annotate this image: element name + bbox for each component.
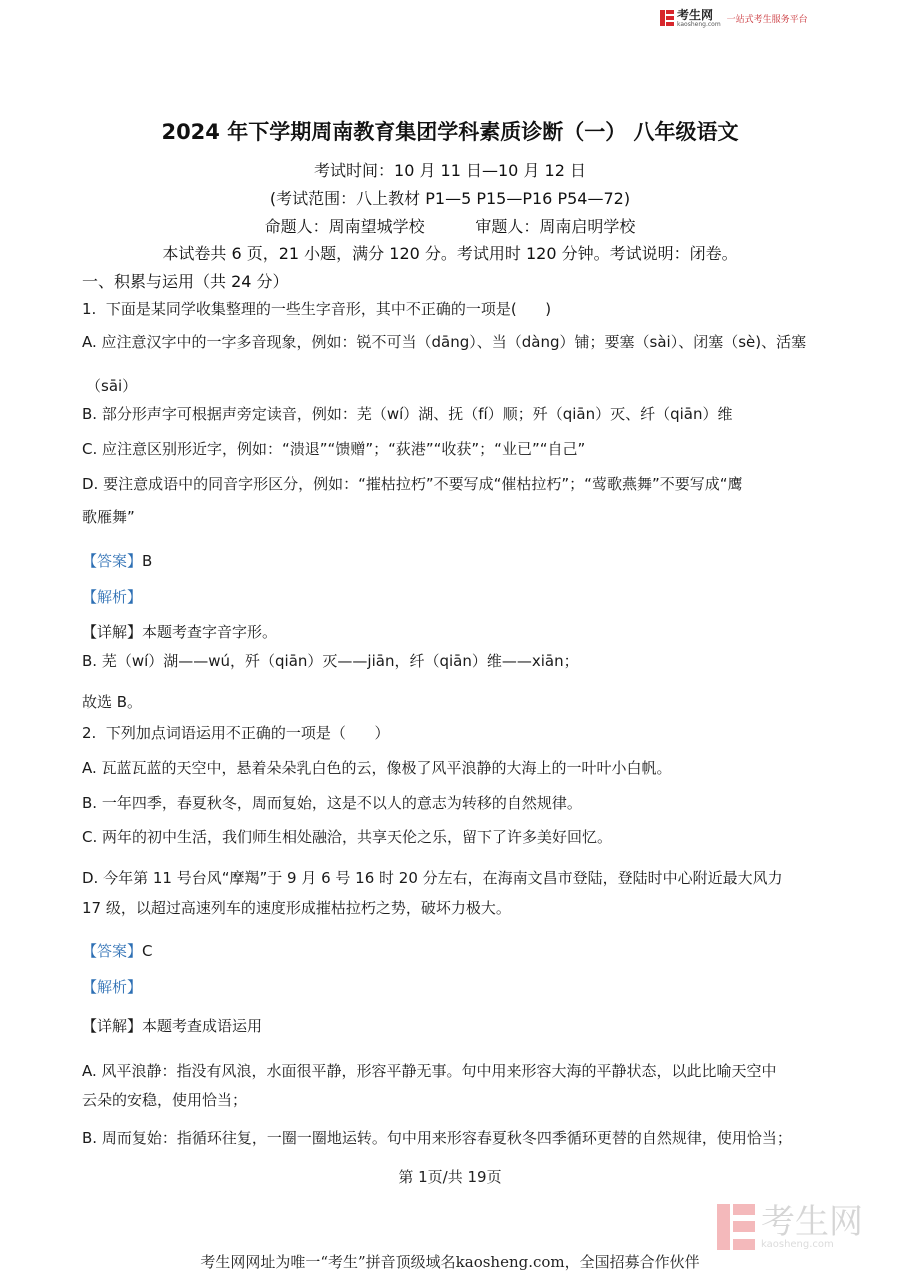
q2-option-c: C. 两年的初中生活，我们师生相处融洽，共享天伦之乐，留下了许多美好回忆。 [82,828,613,846]
q2-option-b: B. 一年四季，春夏秋冬，周而复始，这是不以人的意志为转移的自然规律。 [82,794,582,812]
answer-label: 【答案】 [82,942,143,960]
q2-option-d: D. 今年第 11 号台风“摩羯”于 9 月 6 号 16 时 20 分左右，在海南文昌市登陆，登陆时中心附近最大风力 [82,869,783,887]
q1-option-d: D. 要注意成语中的同音字形区分，例如：“摧枯拉朽”不要写成“催枯拉朽”；“莺歌燕舞”不要写成“鹰 [82,475,743,493]
q1-detail: 【详解】本题考查字音字形。 [82,623,278,641]
answer-value: B [142,552,153,570]
logo-slogan: 一站式考生服务平台 [726,14,808,25]
q1-conclude: 故选 B。 [82,693,143,711]
q2-detail: 【详解】本题考查成语运用 [82,1017,263,1035]
q2-analysis-label: 【解析】 [82,978,143,996]
q1-analysis-label: 【解析】 [82,588,143,606]
exam-time: 考试时间：10 月 11 日—10 月 12 日 [314,161,586,180]
logo-name: 考生网 [677,7,714,22]
q1-option-d-cont: 歌雁舞” [82,508,135,526]
q1-answer [82,550,152,571]
q2-option-d-cont: 17 级，以超过高速列车的速度形成摧枯拉朽之势，破坏力极大。 [82,899,511,917]
exam-scope: (考试范围：八上教材 P1—5 P15—P16 P54—72) [269,189,631,208]
exam-info: 本试卷共 6 页，21 小题，满分 120 分。考试用时 120 分钟。考试说明：闭卷。 [162,244,738,263]
logo-mark-icon [660,10,674,26]
watermark-mark-icon [717,1204,755,1250]
section-heading: 一、积累与运用（共 24 分） [82,272,289,291]
watermark-logo [717,1201,863,1250]
watermark-name: 考生网 [761,1201,863,1242]
q1-option-c: C. 应注意区别形近字，例如：“溃退”“馈赠”；“荻港”“收获”；“业已”“自己” [82,440,586,458]
site-notice: 考生网网址为唯一“考生”拼音顶级域名kaosheng.com，全国招募合作伙伴 [200,1253,700,1271]
q2-option-a: A. 瓦蓝瓦蓝的天空中，悬着朵朵乳白色的云，像极了风平浪静的大海上的一叶叶小白帆。 [82,759,672,777]
answer-label: 【答案】 [82,552,143,570]
q1-option-a-cont: （sāi） [86,377,138,395]
q1-explain: B. 芜（wí）湖——wú，歼（qiān）灭——jiān，纤（qiān）维——xiān； [82,652,579,670]
q2-explain-b: B. 周而复始：指循环往复，一圈一圈地运转。句中用来形容春夏秋冬四季循环更替的自然规律，使用恰当； [82,1129,792,1147]
q2-answer [82,940,153,961]
page-number: 第 1页/共 19页 [398,1168,502,1186]
q2-explain-a: A. 风平浪静：指没有风浪，水面很平静，形容平静无事。句中用来形容大海的平静状态，以此比喻天空中 [82,1062,777,1080]
exam-authors: 命题人：周南望城学校 审题人：周南启明学校 [264,217,636,236]
q2-explain-a-cont: 云朵的安稳，使用恰当； [82,1091,248,1109]
q1-option-b: B. 部分形声字可根据声旁定读音，例如：芜（wí）湖、抚（fí）顺；歼（qiān）灭、纤（qiān）维 [82,405,733,423]
site-logo[interactable] [660,6,808,30]
q1-option-a: A. 应注意汉字中的一字多音现象，例如：锐不可当（dāng）、当（dàng）铺；要塞（sài）、闭塞（sè)、活塞 [82,333,807,351]
answer-value: C [142,942,153,960]
watermark-domain: kaosheng.com [761,1238,834,1250]
q2-stem: 2. 下列加点词语运用不正确的一项是（ ） [82,724,390,742]
q1-stem: 1. 下面是某同学收集整理的一些生字音形，其中不正确的一项是( ) [82,300,552,318]
logo-domain: kaosheng.com [677,20,721,28]
exam-title: 2024 年下学期周南教育集团学科素质诊断（一） 八年级语文 [161,120,739,144]
